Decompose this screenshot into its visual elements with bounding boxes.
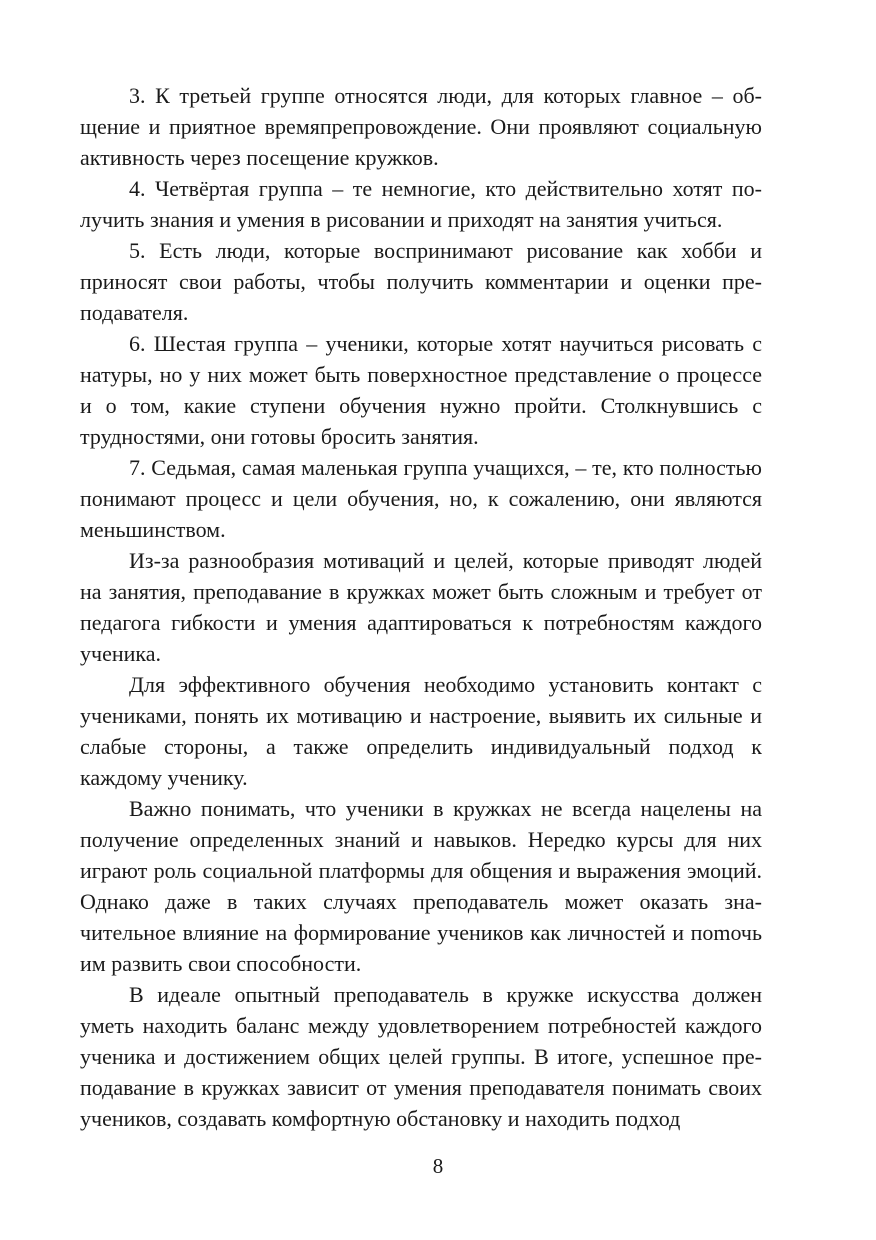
paragraph-ideal-teacher: В идеале опытный преподаватель в кружке искусства должен уметь находить баланс между удовлетворением потребностей каждого ученика и достижением общих целей группы. В итоге, успешное преподавание в кружках зависит от умения преподавателя понимать своих учеников, создавать комфортную обстановку и находить подход <box>80 982 762 1131</box>
paragraph-group-7: 7. Седьмая, самая маленькая группа учащихся, – те, кто полностью понимают процесс и цели обучения, но, к сожалению, они являются меньшинством. <box>80 455 762 542</box>
paragraph-group-6: 6. Шестая группа – ученики, которые хотят научиться рисовать с натуры, но у них может быть поверхностное представление о процессе и о том, какие ступени обучения нужно пройти. Столкнувшись с трудностями, они готовы бросить занятия. <box>80 331 762 449</box>
paragraph-effective-learning: Для эффективного обучения необходимо установить контакт с учениками, понять их мотивацию и настроение, выявить их сильные и слабые стороны, а также определить индивидуальный подход к каждому ученику. <box>80 672 762 790</box>
paragraph-motivations: Из-за разнообразия мотиваций и целей, которые приводят людей на занятия, преподавание в кружках может быть сложным и требует от педагога гибкости и умения адаптироваться к потребностям каждого ученика. <box>80 548 762 666</box>
paragraph-social-platform: Важно понимать, что ученики в кружках не всегда нацелены на получение определенных знаний и навыков. Нередко курсы для них играют роль социальной платформы для общения и выражения эмоций. Однако даже в таких случаях преподаватель может оказать значительное влияние на формирование учеников как личностей и поmочь им развить свои способности. <box>80 796 762 976</box>
paragraph-group-5: 5. Есть люди, которые воспринимают рисование как хобби и приносят свои работы, чтобы получить комментарии и оценки преподавателя. <box>80 238 762 325</box>
paragraph-group-4: 4. Четвёртая группа – те немногие, кто действительно хотят получить знания и умения в рисовании и приходят на занятия учиться. <box>80 176 762 232</box>
paragraph-group-3: 3. К третьей группе относятся люди, для которых главное – общение и приятное времяпрепровождение. Они проявляют социальную активность через посещение кружков. <box>80 83 762 170</box>
page-body <box>80 80 762 1134</box>
page-number: 8 <box>432 1154 444 1178</box>
